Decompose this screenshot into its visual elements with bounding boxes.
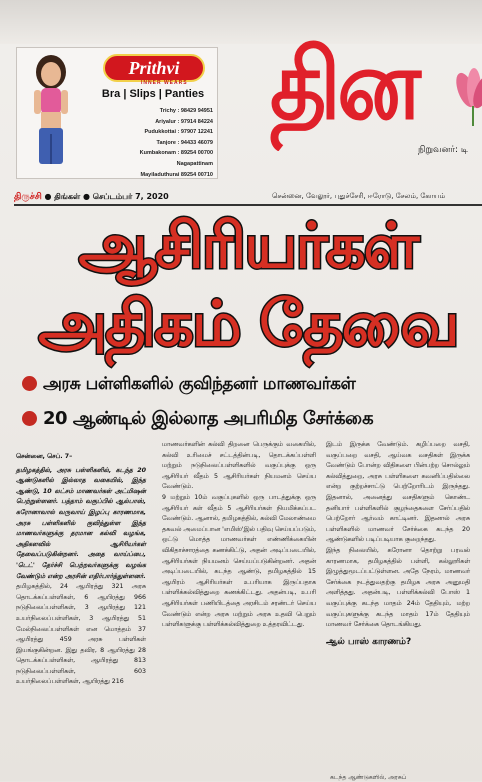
masthead-title: தின [270,28,418,141]
article-paragraph: மாணவர்களின் கல்வி திறனை பெருக்கும் வகையில், கல்வி உரிமைச் சட்டத்தின்படி, தொடக்கப்பள்ளி மற்றும் நடுநிலைப்பள்ளிகளில் வகுப்புக்கு ஒரு ஆசிரியர் வீதம் 5 ஆசிரியர்கள் நியமனம் செய்ய வேண்டும். [162,441,316,491]
article-intro: தமிழகத்தில், அரசு பள்ளிகளில், கடந்த 20 ஆண்டுகளில் இல்லாத வகையில், இந்த ஆண்டு, 10 லட்சம் மாணவர்கள் அட்மிஷன் பெற்றுள்ளனர். பத்தாம் வகுப்பில் ஆல்பாஸ், கரோனாவால் வருவாய் இழப்பு காரணமாக, அரசு பள்ளிகளில் குவிந்துள்ள இந்த மாணவர்களுக்கு தரமான கல்வி வழங்க, அதிகளவில் ஆசிரியர்கள் தேவைப்படுகின்றனர். அதை வாய்ப்பை, 'டெட்' தேர்ச்சி பெற்றவர்களுக்கு வழங்க வேண்டும் என்ற அரசின் எதிர்பார்த்துள்ளனர். [16,466,146,580]
cut-off-text: கடந்த ஆண்டுகளில், அரசுப் [330,774,407,781]
store-list [95,106,213,180]
subheadline-text: அரசு பள்ளிகளில் குவிந்தனர் மாணவர்கள் [43,374,356,394]
brand-subtitle: INNER WEARS [141,80,188,86]
article-column-3 [326,440,470,647]
article-paragraph: தமிழகத்தில், 24 ஆயிரத்து 321 அரசு தொடக்கப்பள்ளிகள், 6 ஆயிரத்து 966 நடுநிலைப்பள்ளிகள், 3 ஆயிரத்து 121 உயர்நிலைப்பள்ளிகள், 3 ஆயிரத்து 51 மேல்நிலைப்பள்ளிகள் என மொத்தம் 37 ஆயிரத்து 459 அரசு பள்ளிகள் இயங்குகின்றன. இது தவிர, 8 ஆயிரத்து 28 தொடக்கப்பள்ளிகள், ஆயிரத்து 813 நடுநிலைப்பள்ளிகள், 603 உயர்நிலைப்பள்ளிகள், ஆயிரத்து 216 [16,583,146,686]
subheadline-2 [22,408,373,431]
article-dateline: சென்னை, செப். 7– [16,453,73,460]
founder-line: நிறுவனர்: டி [418,145,469,155]
advertisement-box [16,47,218,179]
store-line: Tanjore : 94433 46079 [156,139,213,146]
article-paragraph: இடம் இருக்க வேண்டும். கழிப்பறை வசதி, வகுப்பறை வசதி, ஆய்வக வசதிகள் இருக்க வேண்டும் போன்ற விதிகளை பின்பற்ற சொல்லும் கல்வித்துறை, அரசு பள்ளிகளை கவனிப்பதில்லை என்ற குற்றச்சாட்டு பெற்றோரிடம் இருந்தது. இதனால், அனைத்து வசதிகளும் கொண்ட தனியார் பள்ளிகளில் குழந்தைகளை சேர்ப்பதில் பெற்றோர் ஆர்வம் காட்டினர். இதனால் அரசு பள்ளிகளில் மாணவர் சேர்க்கை கடந்த 20 ஆண்டுகளில் படிப்படியாக குறைந்தது. [326,441,470,544]
subheadline-1 [22,374,355,396]
editions-list: சென்னை, வேலூர், புதுச்சேரி, ஈரோடு, சேலம், கோயம் [272,192,446,200]
masthead [270,28,450,142]
article-column-1 [16,452,146,688]
section-subheading: ஆல் பாஸ் காரணம்? [326,636,412,647]
ad-tagline: Bra | Slips | Panties [101,88,205,100]
store-line: Mayiladuthurai 89254 00710 [140,171,213,178]
bullet-icon [22,411,37,426]
article-paragraph: 9 மற்றும் 10ம் வகுப்புகளில் ஒரு பாடத்துக்கு ஒரு ஆசிரியர் கள் வீதம் 5 ஆசிரியர்கள் நியமிக்கப்பட வேண்டும். ஆனால், தமிழகத்தில், கல்வி மேலாண்மை தகவல் அமைப்பான 'எமிஸ்'இல் பதிவு செய்யப்படும், ஒட்டு மொத்த மாணவர்கள் எண்ணிக்கையின் விகிதாச்சாரத்தை கணக்கிட்டு, அதன் அடிப்படையில், ஆசிரியர்கள் நியமனம் செய்யப்படுகின்றனர். அதன் அடிப்படையில், கடந்த ஆண்டு, தமிழகத்தில் 15 ஆயிரம் ஆசிரியர்கள் உபரியாக இருப்பதாக பள்ளிக்கல்வித்துறை கணக்கிட்டது. அதன்படி, உபரி ஆசிரியர்கள் பணியிடத்தை அரசிடம் சரண்டர் செய்ய வேண்டும் என்ற அரசு மற்றும் அரசு உதவி பெறும் பள்ளிகளுக்கு பள்ளிக்கல்வித்துறை உத்தரவிட்டது. [162,493,316,629]
store-line: Kumbakonam : 89254 00700 [139,150,213,157]
store-line: Nagapattinam [176,160,213,167]
lotus-emblem-icon [452,60,482,130]
edition-dateline [14,192,169,203]
edition-city: திருச்சி [14,192,42,202]
subheadline-text: 20 ஆண்டில் இல்லாத அபரிமித சேர்க்கை [43,408,374,429]
model-girl-illustration [21,54,85,172]
headline-line-1: ஆசிரியர்கள் [78,209,418,282]
bullet-icon [22,376,37,391]
brand-logo: Prithvi [103,54,205,82]
store-line: Trichy : 98429 94951 [159,108,213,114]
edition-date: ● திங்கள் ● செப்டம்பர் 7, 2020 [41,192,169,201]
store-line: Pudukkottai : 97907 12241 [144,129,213,136]
headline-line-2: அதிகம் தேவை [38,287,458,360]
store-line: Ariyalur : 97914 84224 [155,118,213,125]
article-column-2 [162,440,316,631]
article-paragraph: இந்த நிலையில், கரோனா தொற்று பரவல் காரணமாக, தமிழகத்தில் பள்ளி, கல்லூரிகள் இழுத்துமூடப்பட்டுள்ளன. அதே நேரம், மாணவர் சேர்க்கை நடத்துவதற்கு தமிழக அரசு அனுமதி அளித்தது. அதன்படி, பள்ளிக்கல்வி போஸ் 1 வகுப்புக்கு கடந்த மாதம் 24ம் தேதியும், மற்ற வகுப்புகளுக்கு கடந்த மாதம் 17ம் தேதியும் மாணவர் சேர்க்கை தொடங்கியது. [326,546,470,629]
